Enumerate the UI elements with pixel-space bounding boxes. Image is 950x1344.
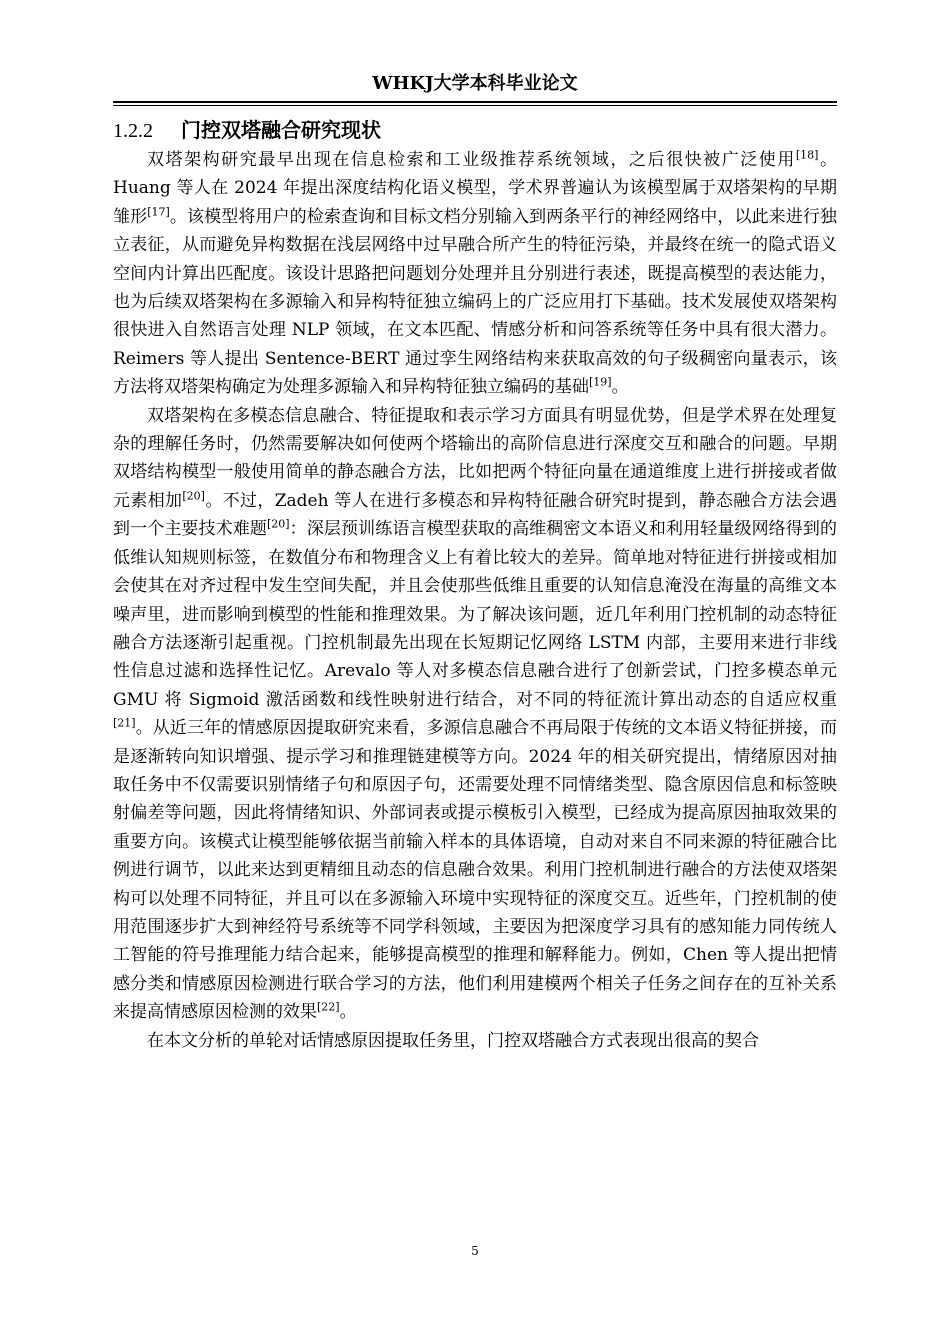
text-run: 双塔架构研究最早出现在信息检索和工业级推荐系统领域，之后很快被广泛使用 (147, 150, 796, 170)
body-text (113, 146, 837, 1055)
citation-marker: [22] (317, 1000, 340, 1014)
section-title: 门控双塔融合研究现状 (181, 118, 381, 142)
citation-marker: [20] (266, 517, 290, 531)
citation-marker: [19] (589, 375, 612, 389)
text-run: 。从近三年的情感原因提取研究来看，多源信息融合不再局限于传统的文本语义特征拼接，而是逐渐转向知识增强、提示学习和推理链建模等方向。2024 年的相关研究提出，情绪原因对抽取任务中不仅需要识别情绪子句和原因子句，还需要处理不同情绪类型、隐含原因信息和标签映射偏差等问题，因此将情绪知识、外部词表或提示模板引入模型，已经成为提高原因抽取效果的重要方向。该模式让模型能够依据当前输入样本的具体语境，自动对来自不同来源的特征融合比例进行调节，以此来达到更精细且动态的信息融合效果。利用门控机制进行融合的方法使双塔架构可以处理不同特征，并且可以在多源输入环境中实现特征的深度交互。近些年，门控机制的使用范围逐步扩大到神经符号系统等不同学科领域，主要因为把深度学习具有的感知能力同传统人工智能的符号推理能力结合起来，能够提高模型的推理和解释能力。例如，Chen 等人提出把情感分类和情感原因检测进行联合学习的方法，他们利用建模两个相关子任务之间存在的互补关系来提高情感原因检测的效果 (113, 718, 837, 1023)
text-run: 。Huang 等人在 2024 年提出深度结构化语义模型，学术界普遍认为该模型属于双塔架构的早期雏形 (113, 150, 838, 227)
citation-marker: [21] (113, 716, 136, 730)
page-number: 5 (471, 1244, 479, 1258)
citation-marker: [20] (182, 489, 205, 503)
text-run: 。 (339, 1002, 357, 1023)
text-run: ：深层预训练语言模型获取的高维稠密文本语义和利用轻量级网络得到的低维认知规则标签，在数值分布和物理含义上有着比较大的差异。简单地对特征进行拼接或相加会使其在对齐过程中发生空间失配，并且会使那些低维且重要的认知信息淹没在海量的高维文本噪声里，进而影响到模型的性能和推理效果。为了解决该问题，近几年利用门控机制的动态特征融合方法逐渐引起重视。门控机制最先出现在长短期记忆网络 LSTM 内部，主要用来进行非线性信息过滤和选择性记忆。Arevalo 等人对多模态信息融合进行了创新尝试，门控多模态单元 GMU 将 Sigmoid 激活函数和线性映射进行结合，对不同的特征流计算出动态的自适应权重 (113, 519, 838, 710)
section-number: 1.2.2 (113, 120, 153, 142)
citation-marker: [18] (795, 148, 819, 162)
text-run: 双塔架构在多模态信息融合、特征提取和表示学习方面具有明显优势，但是学术界在处理复杂的理解任务时，仍然需要解决如何使两个塔输出的高阶信息进行深度交互和融合的问题。早期双塔结构模型一般使用简单的静态融合方法，比如把两个特征向量在通道维度上进行拼接或者做元素相加 (113, 405, 837, 511)
header-rule-thick (113, 101, 837, 103)
paragraph-1 (113, 146, 837, 402)
section-heading (113, 116, 381, 145)
text-run: 。 (611, 377, 629, 398)
paragraph-2 (113, 402, 837, 1027)
header-rule-thin (113, 105, 837, 106)
text-run: 。该模型将用户的检索查询和目标文档分别输入到两条平行的神经网络中，以此来进行独立表征，从而避免异构数据在浅层网络中过早融合所产生的特征污染，并最终在统一的隐式语义空间内计算出匹配度。该设计思路把问题划分处理并且分别进行表述，既提高模型的表达能力，也为后续双塔架构在多源输入和异构特征独立编码上的广泛应用打下基础。技术发展使双塔架构很快进入自然语言处理 NLP 领域，在文本匹配、情感分析和问答系统等任务中具有很大潜力。Reimers 等人提出 Sentence-BERT 通过孪生网络结构来获取高效的句子级稠密向量表示，该方法将双塔架构确定为处理多源输入和异构特征独立编码的基础 (113, 206, 838, 398)
running-header: WHKJ大学本科毕业论文 (372, 73, 578, 94)
citation-marker: [17] (147, 205, 170, 219)
text-run: 。不过，Zadeh 等人在进行多模态和异构特征融合研究时提到，静态融合方法会遇到一个主要技术难题 (113, 490, 837, 540)
paragraph-3 (113, 1027, 837, 1055)
text-run: 在本文分析的单轮对话情感原因提取任务里，门控双塔融合方式表现出很高的契合 (147, 1030, 759, 1051)
